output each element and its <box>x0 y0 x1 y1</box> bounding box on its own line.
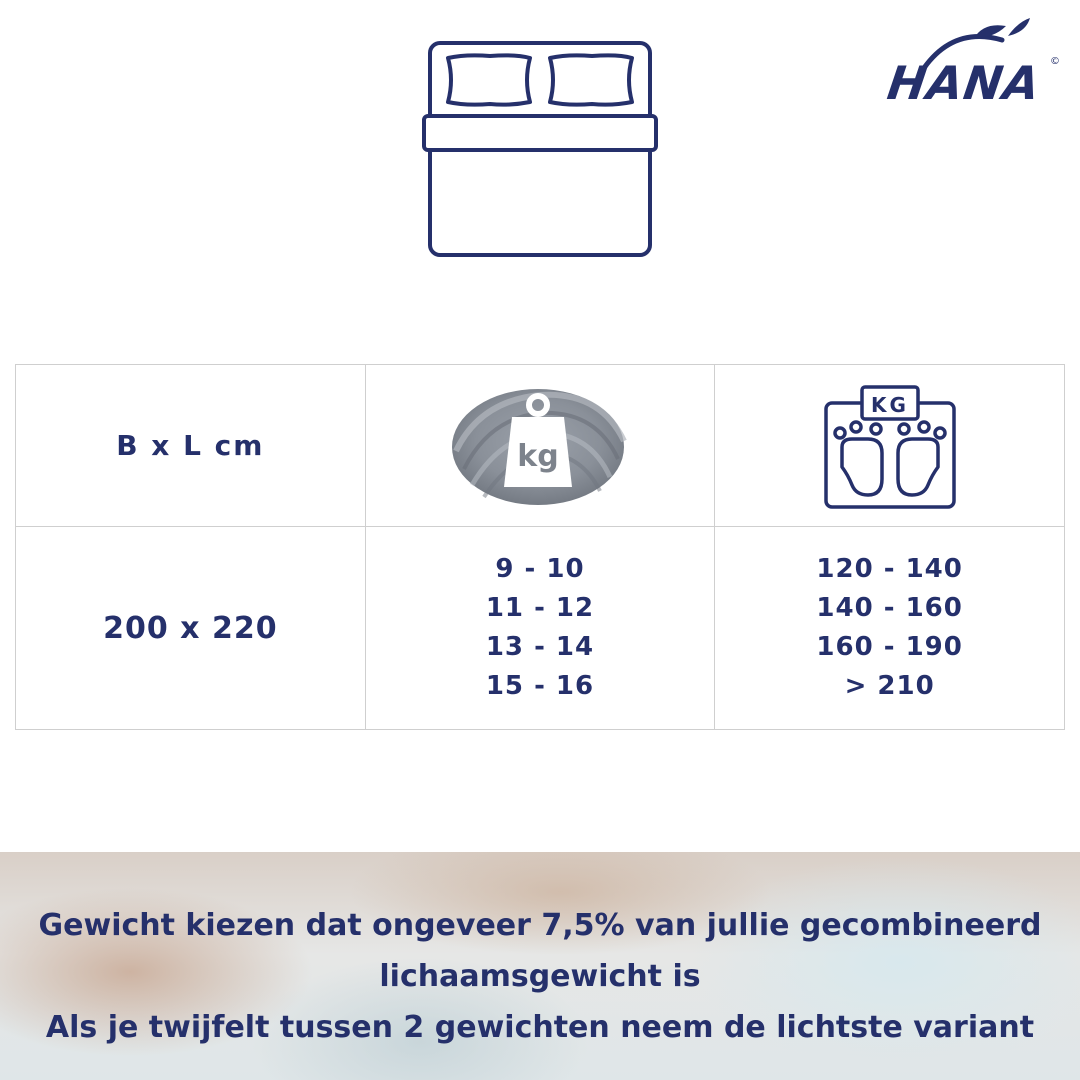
header-scale-cell <box>715 365 1065 527</box>
logo-text: HANA <box>884 56 1044 110</box>
table-header-row <box>16 365 1065 527</box>
size-table <box>15 364 1065 730</box>
footer-advice-text <box>0 900 1080 1053</box>
footer-line: Gewicht kiezen dat ongeveer 7,5% van jullie gecombineerd <box>38 908 1042 943</box>
blanket-kg-label: kg <box>517 438 559 474</box>
body-weight-item: 140 - 160 <box>816 593 963 623</box>
double-bed-icon <box>418 38 662 260</box>
footer-line: Als je twijfelt tussen 2 gewichten neem de lichtste variant <box>45 1010 1035 1045</box>
size-cell <box>16 527 366 730</box>
blanket-weight-item: 13 - 14 <box>485 632 595 662</box>
body-weight-item: 120 - 140 <box>816 554 963 584</box>
blanket-weight-item: 15 - 16 <box>485 671 595 701</box>
blanket-weight-item: 9 - 10 <box>495 554 585 584</box>
copyright-mark: © <box>1050 56 1060 67</box>
header-size-cell <box>16 365 366 527</box>
blanket-weights-cell <box>365 527 715 730</box>
table-row <box>16 527 1065 730</box>
blanket-weight-list <box>366 550 715 706</box>
blanket-weight-item: 11 - 12 <box>485 593 595 623</box>
header-blanket-cell <box>365 365 715 527</box>
scale-kg-label: KG <box>870 392 909 417</box>
body-weight-item: 160 - 190 <box>816 632 963 662</box>
bathroom-scale-icon <box>820 381 960 511</box>
body-weight-list <box>715 550 1064 706</box>
body-weights-cell <box>715 527 1065 730</box>
hana-logo <box>884 16 1064 110</box>
bed-size-value: 200 x 220 <box>103 610 278 646</box>
header-size-label: B x L cm <box>116 429 265 462</box>
weighted-blanket-kg-icon <box>450 381 630 511</box>
body-weight-item: > 210 <box>844 671 935 701</box>
footer-banner <box>0 852 1080 1080</box>
footer-line: lichaamsgewicht is <box>379 959 701 994</box>
